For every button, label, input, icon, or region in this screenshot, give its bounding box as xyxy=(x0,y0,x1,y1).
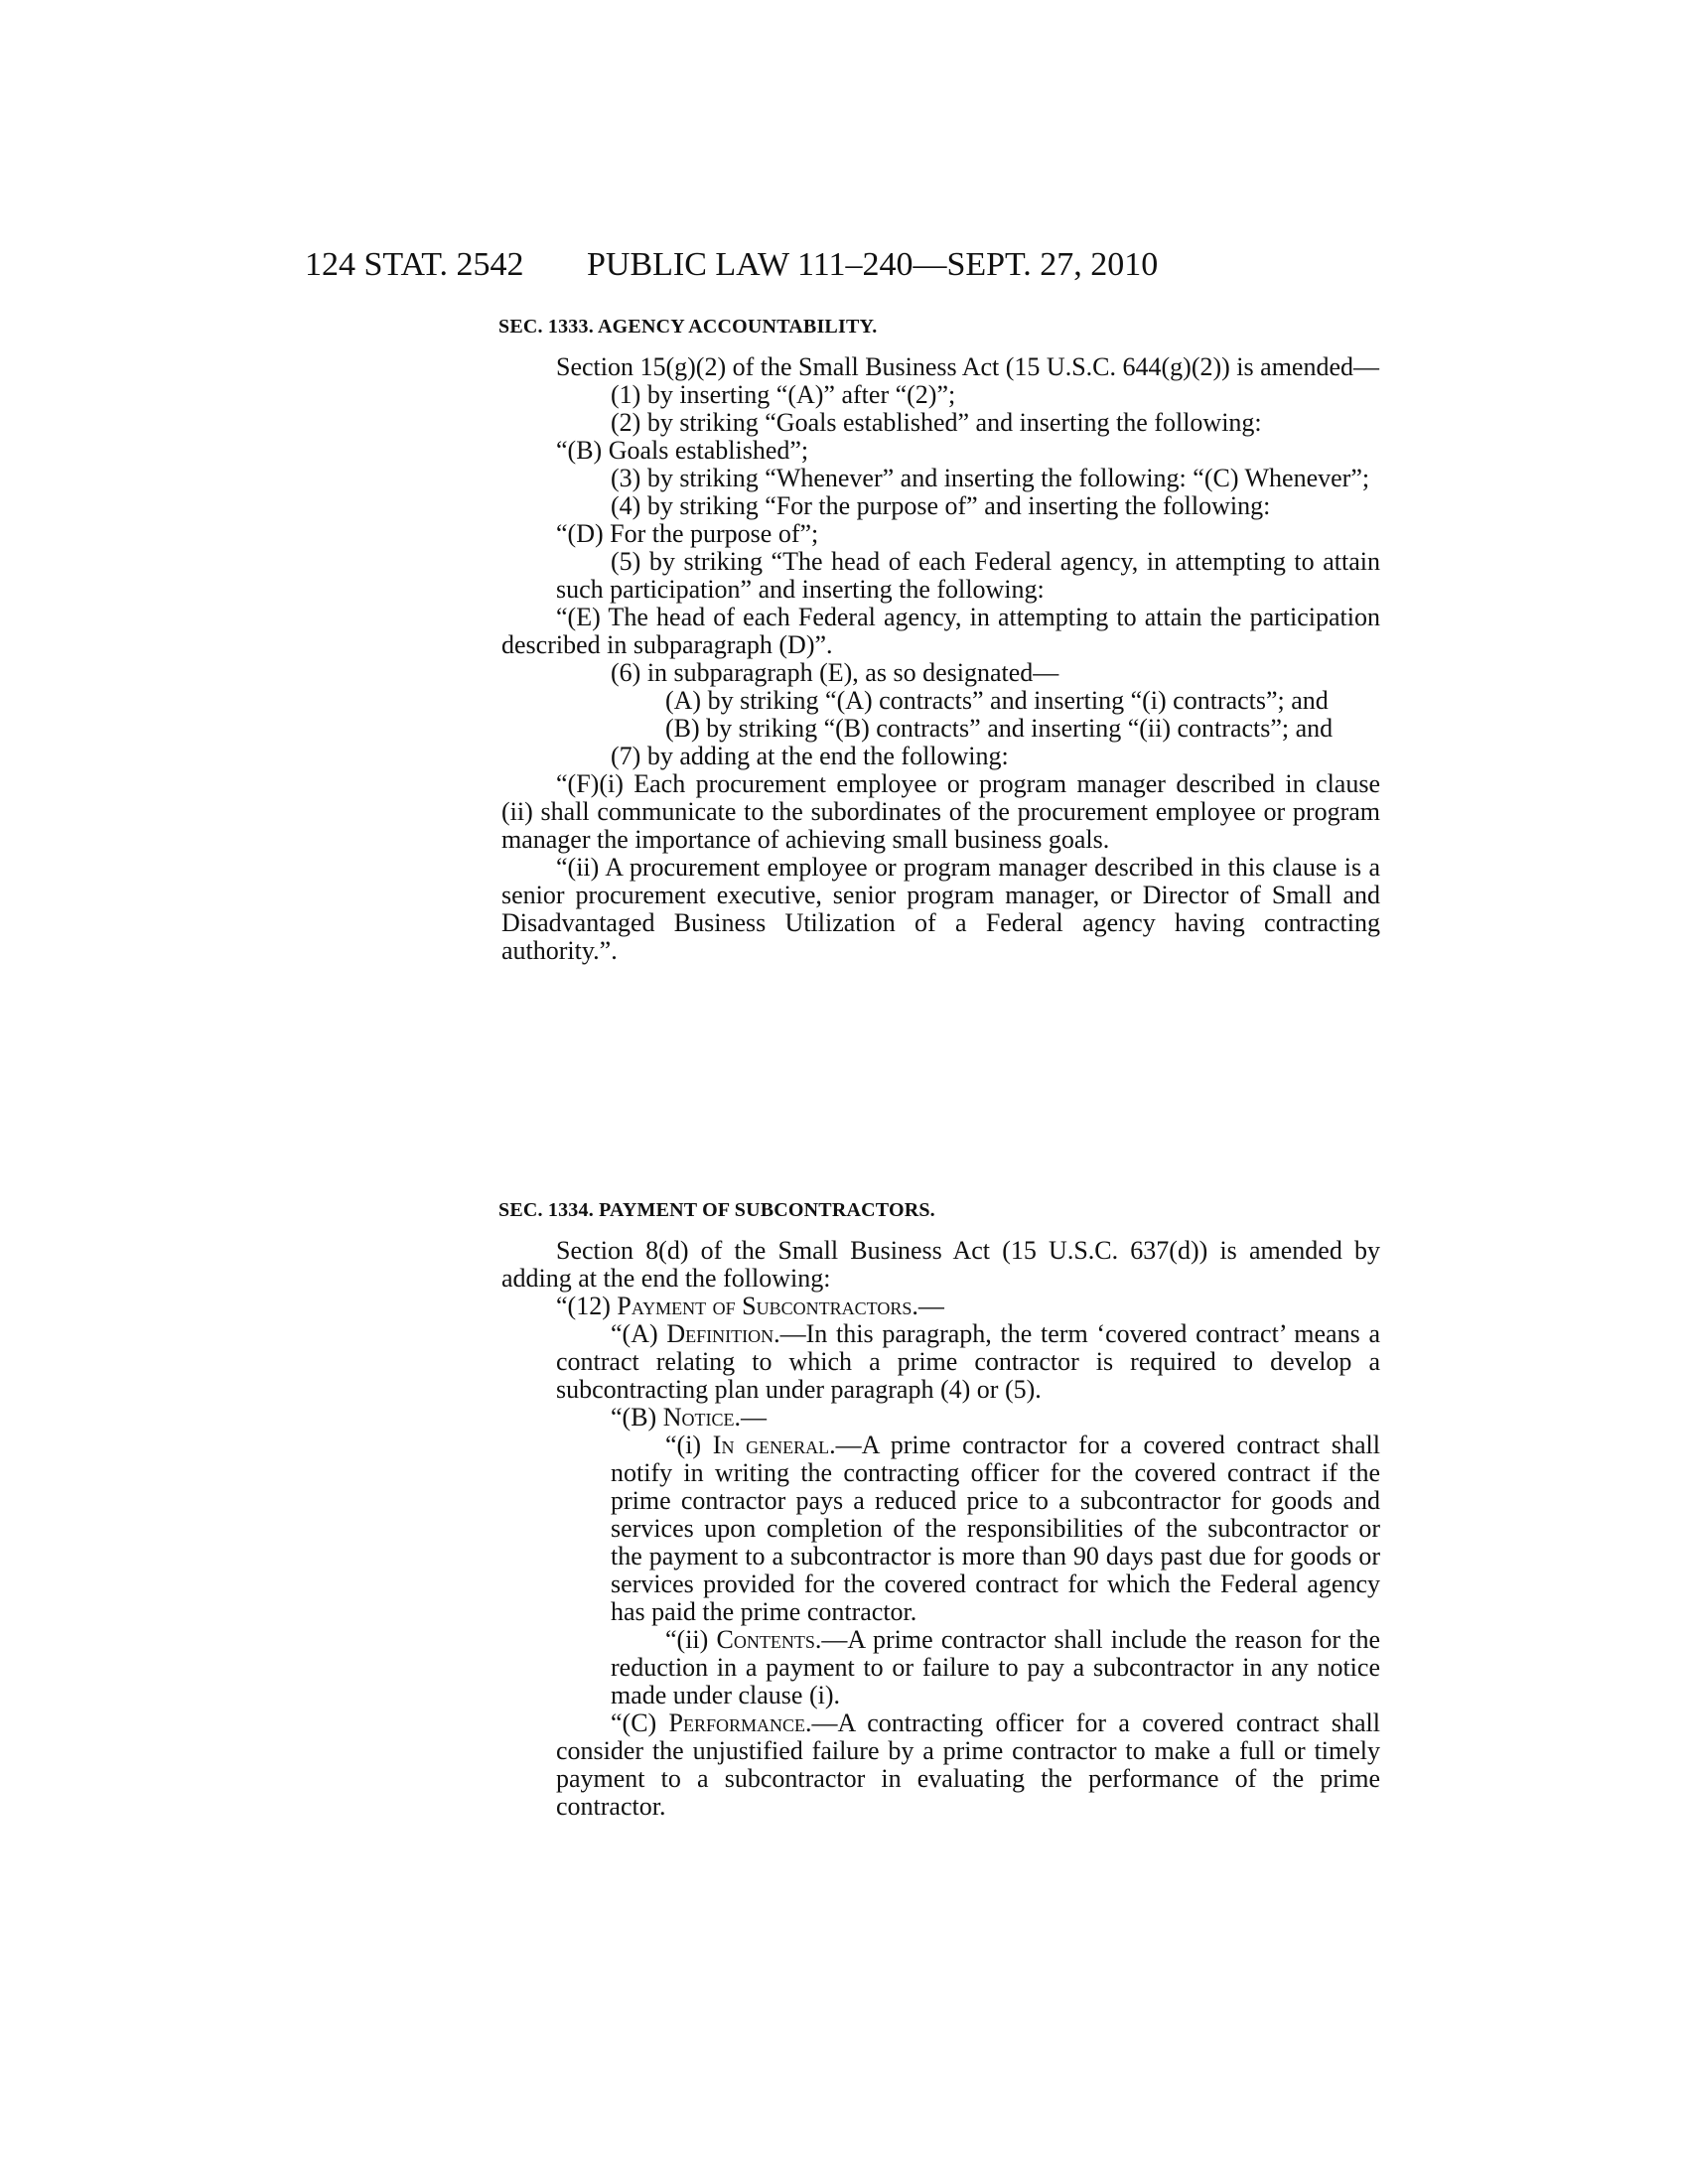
subparagraph-a xyxy=(501,1320,1380,1404)
subparagraph-c-prefix: “(C) xyxy=(611,1708,669,1737)
amendment-item-2: (2) by striking “Goals established” and inserting the following: xyxy=(611,408,1262,437)
paragraph-12 xyxy=(501,1293,1380,1320)
clause-b-ii-prefix: “(ii) xyxy=(665,1625,717,1654)
subparagraph-a-heading: Definition. xyxy=(666,1319,780,1348)
amendment-item-6a: (A) by striking “(A) contracts” and inserting “(i) contracts”; and xyxy=(665,686,1329,715)
clause-b-ii-text: —A prime contractor shall include the reason for the reduction in a payment to or failure to pay a subcontractor in any notice made under clause (i). xyxy=(611,1625,1380,1709)
quoted-text-f-i: “(F)(i) Each procurement employee or program manager described in clause (ii) shall communicate to the subordinates of the procurement employee or program manager the importance of achieving small business goals. xyxy=(501,769,1380,854)
subparagraph-a-prefix: “(A) xyxy=(611,1319,667,1348)
section-1333-body xyxy=(501,353,1380,965)
clause-b-ii xyxy=(501,1626,1380,1709)
amendment-item-4: (4) by striking “For the purpose of” and inserting the following: xyxy=(611,491,1271,520)
paragraph-12-heading: Payment of Subcontractors.— xyxy=(617,1292,944,1320)
amendment-item-7: (7) by adding at the end the following: xyxy=(611,742,1009,770)
clause-b-i-prefix: “(i) xyxy=(665,1431,713,1459)
paragraph-12-prefix: “(12) xyxy=(556,1292,618,1320)
public-law-citation: PUBLIC LAW 111–240—SEPT. 27, 2010 xyxy=(587,246,1159,283)
amendment-item-5: (5) by striking “The head of each Federal agency, in attempting to attain such participation” and inserting the following: xyxy=(556,547,1380,604)
subparagraph-a-text: —In this paragraph, the term ‘covered contract’ means a contract relating to which a prime contractor is required to develop a subcontracting plan under paragraph (4) or (5). xyxy=(556,1319,1380,1404)
clause-b-i-text: —A prime contractor for a covered contract shall notify in writing the contracting officer for the covered contract if the prime contractor pays a reduced price to a subcontractor for goods and services upon completion of the responsibilities of the subcontractor or the payment to a subcontractor is more than 90 days past due for goods or services provided for the covered contract for which the Federal agency has paid the prime contractor. xyxy=(611,1431,1380,1626)
amendment-item-3: (3) by striking “Whenever” and inserting the following: “(C) Whenever”; xyxy=(611,464,1370,492)
subparagraph-c-heading: Performance. xyxy=(668,1708,812,1737)
quoted-text-d: “(D) For the purpose of”; xyxy=(556,519,819,548)
clause-b-ii-heading: Contents. xyxy=(716,1625,822,1654)
section-1334-intro: Section 8(d) of the Small Business Act (15 U.S.C. 637(d)) is amended by adding at the end the following: xyxy=(501,1236,1380,1293)
quoted-text-e: “(E) The head of each Federal agency, in attempting to attain the participation described in subparagraph (D)”. xyxy=(501,603,1380,659)
clause-b-i-heading: In general. xyxy=(712,1431,836,1459)
subparagraph-b-prefix: “(B) xyxy=(611,1403,663,1432)
subparagraph-b-heading: Notice.— xyxy=(662,1403,767,1432)
amendment-item-6b: (B) by striking “(B) contracts” and inserting “(ii) contracts”; and xyxy=(665,714,1334,743)
section-1334-body xyxy=(501,1237,1380,1821)
subparagraph-c-text: —A contracting officer for a covered contract shall consider the unjustified failure by a prime contractor to make a full or timely payment to a subcontractor in evaluating the performance of the prime contractor. xyxy=(556,1708,1380,1821)
subparagraph-c xyxy=(501,1709,1380,1821)
amendment-item-6: (6) in subparagraph (E), as so designated— xyxy=(611,658,1059,687)
section-1333-intro: Section 15(g)(2) of the Small Business Act (15 U.S.C. 644(g)(2)) is amended— xyxy=(556,352,1379,381)
subparagraph-b xyxy=(501,1404,1380,1432)
clause-b-i xyxy=(501,1432,1380,1626)
section-1333-title: SEC. 1333. AGENCY ACCOUNTABILITY. xyxy=(498,316,878,338)
quoted-text-b: “(B) Goals established”; xyxy=(556,436,809,465)
statute-page-number: 124 STAT. 2542 xyxy=(305,246,524,283)
quoted-text-f-ii: “(ii) A procurement employee or program manager described in this clause is a senior procurement executive, senior program manager, or Director of Small and Disadvantaged Business Utilization of a Federal agency having contracting authority.”. xyxy=(501,853,1380,965)
amendment-item-1: (1) by inserting “(A)” after “(2)”; xyxy=(611,380,956,409)
section-1334-title: SEC. 1334. PAYMENT OF SUBCONTRACTORS. xyxy=(498,1199,935,1221)
